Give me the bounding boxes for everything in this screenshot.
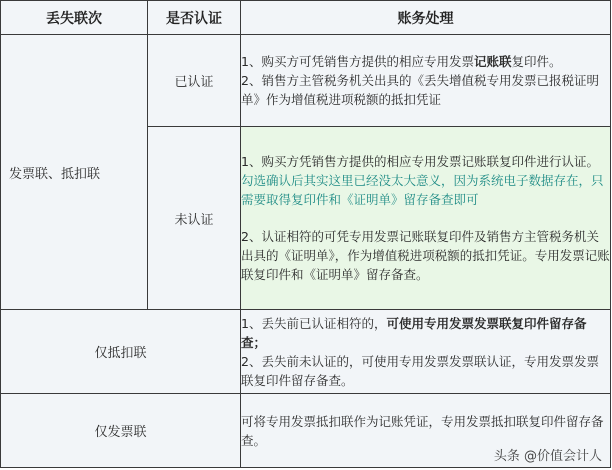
header-lost-copy: 丢失联次 xyxy=(1,1,148,35)
header-certified: 是否认证 xyxy=(148,1,241,35)
accounting-cell xyxy=(241,310,611,394)
row-label-deduction-only: 仅抵扣联 xyxy=(1,310,241,394)
status-uncertified: 未认证 xyxy=(148,127,241,310)
table-row xyxy=(1,35,611,127)
paragraph: 1、购买方凭销售方提供的相应专用发票记账联复印件进行认证。 xyxy=(241,154,599,169)
paragraph: 可将专用发票抵扣联作为记账凭证，专用发票抵扣联复印件留存备查。 xyxy=(241,413,604,448)
paragraph: 2、丢失前未认证的，可使用专用发票发票联认证，专用发票发票联复印件留存备查。 xyxy=(241,353,599,388)
header-accounting: 账务处理 xyxy=(241,1,611,35)
row-label-invoice-deduction: 发票联、抵扣联 xyxy=(1,35,148,310)
header-row xyxy=(1,1,611,35)
accounting-cell xyxy=(241,35,611,127)
paragraph: 1、购买方可凭销售方提供的相应专用发票记账联复印件。 xyxy=(241,54,562,69)
row-label-invoice-only: 仅发票联 xyxy=(1,394,241,468)
table-row xyxy=(1,310,611,394)
paragraph: 1、丢失前已认证相符的，可使用专用发票发票联复印件留存备查； xyxy=(241,315,587,350)
accounting-cell xyxy=(241,127,611,310)
annotation-note: 勾选确认后其实这里已经没太大意义，因为系统电子数据存在，只需要取得复印件和《证明单》留存备查即可 xyxy=(241,173,604,207)
watermark xyxy=(494,445,602,464)
paragraph: 2、销售方主管税务机关出具的《丢失增值税专用发票已报税证明单》作为增值税进项税额的抵扣凭证 xyxy=(241,73,599,107)
watermark-text: 头条 @价值会计人 xyxy=(493,449,602,464)
status-certified: 已认证 xyxy=(148,35,241,127)
paragraph: 2、认证相符的可凭专用发票记账联复印件及销售方主管税务机关出具的《证明单》，作为增值税进项税额的抵扣凭证。专用发票记账联复印件和《证明单》留存备查。 xyxy=(241,229,610,282)
